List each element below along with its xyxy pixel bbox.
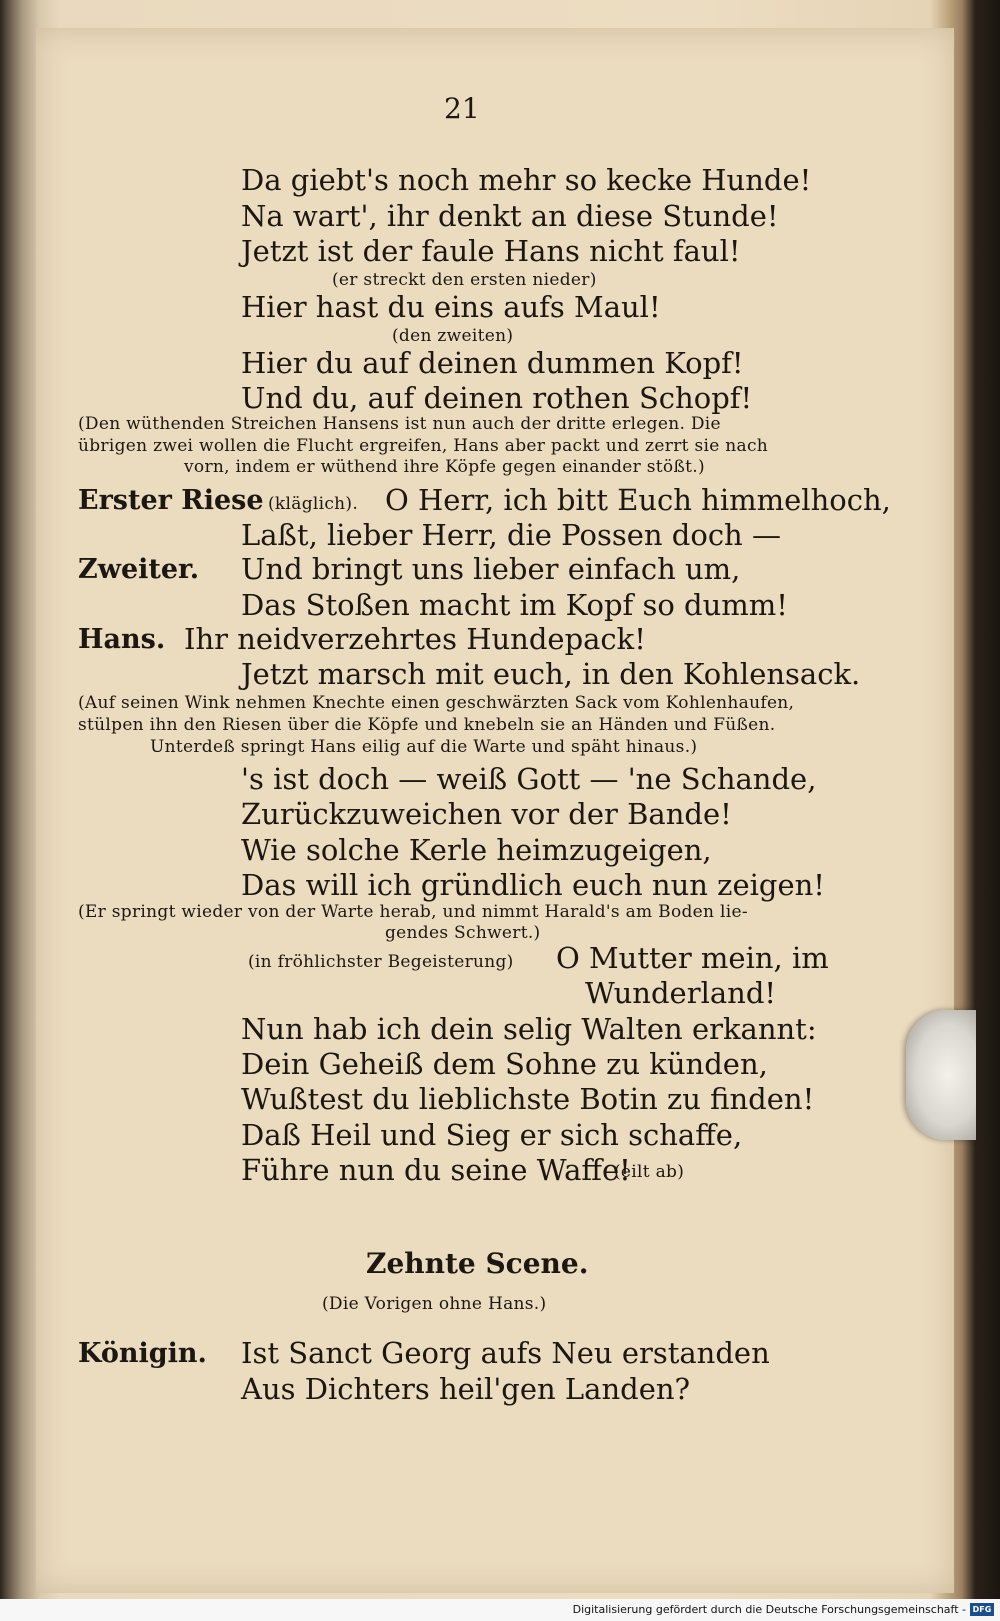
verse-line: Wie solche Kerle heimzugeigen, — [241, 833, 712, 867]
verse-line: Jetzt ist der faule Hans nicht faul! — [241, 234, 741, 268]
verse-line: Na wart', ihr denkt an diese Stunde! — [241, 199, 779, 233]
verse-line: Wunderland! — [585, 976, 777, 1010]
verse-line: O Herr, ich bitt Euch himmelhoch, — [385, 483, 891, 517]
verse-line: Und bringt uns lieber einfach um, — [241, 552, 741, 586]
speaker-name: Zweiter. — [78, 554, 200, 585]
verse-line: Hier du auf deinen dummen Kopf! — [241, 346, 744, 380]
verse-line: Da giebt's noch mehr so kecke Hunde! — [241, 163, 812, 197]
scene-heading: Zehnte Scene. — [366, 1247, 589, 1280]
speaker-name: Hans. — [78, 624, 166, 655]
page-turn-tab[interactable] — [906, 1010, 976, 1140]
footer-credit: Digitalisierung gefördert durch die Deutsche Forschungsgemeinschaft - — [572, 1603, 966, 1616]
stage-direction: Unterdeß springt Hans eilig auf die Warte und späht hinaus.) — [150, 737, 698, 757]
stage-direction: (Den wüthenden Streichen Hansens ist nun auch der dritte erlegen. Die — [78, 414, 721, 434]
stage-direction: (Er springt wieder von der Warte herab, und nimmt Harald's am Boden lie- — [78, 902, 748, 922]
stage-direction: (er streckt den ersten nieder) — [332, 270, 597, 290]
verse-line: Zurückzuweichen vor der Bande! — [241, 797, 732, 831]
verse-line: Das will ich gründlich euch nun zeigen! — [241, 868, 825, 902]
speaker-name: Königin. — [78, 1338, 207, 1369]
stage-direction: (den zweiten) — [392, 326, 514, 346]
stage-direction: (in fröhlichster Begeisterung) — [248, 952, 514, 972]
verse-line: O Mutter mein, im — [556, 941, 829, 975]
stage-direction: (kläglich). — [268, 494, 359, 514]
stage-direction: vorn, indem er wüthend ihre Köpfe gegen einander stößt.) — [184, 457, 705, 477]
verse-line: Dein Geheiß dem Sohne zu künden, — [241, 1047, 768, 1081]
stage-direction: stülpen ihn den Riesen über die Köpfe und knebeln sie an Händen und Füßen. — [78, 715, 776, 735]
verse-line: Und du, auf deinen rothen Schopf! — [241, 381, 753, 415]
verse-line: Jetzt marsch mit euch, in den Kohlensack. — [241, 657, 861, 691]
verse-line: Hier hast du eins aufs Maul! — [241, 290, 661, 324]
verse-line: Aus Dichters heil'gen Landen? — [241, 1372, 691, 1406]
verse-line: 's ist doch — weiß Gott — 'ne Schande, — [241, 762, 817, 796]
stage-direction: gendes Schwert.) — [385, 923, 541, 943]
verse-line: Das Stoßen macht im Kopf so dumm! — [241, 588, 788, 622]
stage-direction: (Die Vorigen ohne Hans.) — [322, 1294, 547, 1314]
stage-direction: übrigen zwei wollen die Flucht ergreifen, Hans aber packt und zerrt sie nach — [78, 436, 769, 456]
page-number: 21 — [444, 92, 480, 125]
stage-direction: (eilt ab) — [614, 1162, 685, 1182]
verse-line: Ihr neidverzehrtes Hundepack! — [184, 622, 646, 656]
verse-line: Laßt, lieber Herr, die Possen doch — — [241, 518, 781, 552]
stage-direction: (Auf seinen Wink nehmen Knechte einen geschwärzten Sack vom Kohlenhaufen, — [78, 693, 795, 713]
verse-line: Daß Heil und Sieg er sich schaffe, — [241, 1118, 743, 1152]
dfg-logo: DFG — [970, 1603, 994, 1616]
verse-line: Ist Sanct Georg aufs Neu erstanden — [241, 1336, 770, 1370]
speaker-name: Erster Riese — [78, 485, 264, 516]
verse-line: Führe nun du seine Waffe! — [241, 1153, 631, 1187]
verse-line: Wußtest du lieblichste Botin zu finden! — [241, 1082, 815, 1116]
footer-bar — [0, 1599, 1000, 1621]
verse-line: Nun hab ich dein selig Walten erkannt: — [241, 1012, 817, 1046]
